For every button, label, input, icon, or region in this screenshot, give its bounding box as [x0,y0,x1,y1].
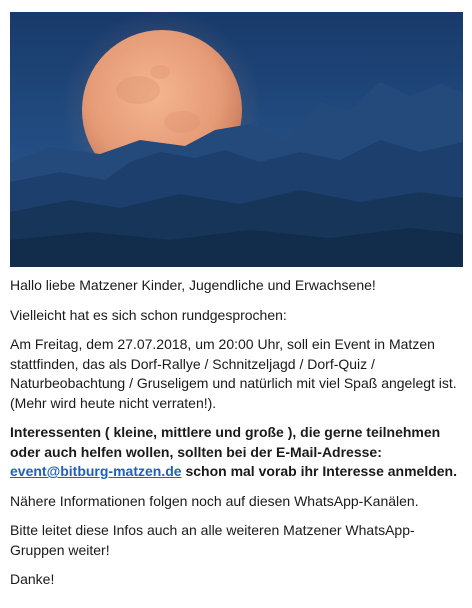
signup-paragraph [10,423,466,482]
moon-photo [10,12,463,267]
moon-mountain-illustration [10,12,463,267]
letter-body [10,276,466,600]
foreground-ridge [10,228,463,267]
signup-suffix: schon mal vorab ihr Interesse anmelden. [181,463,457,479]
thanks-text: Danke! [10,571,55,587]
email-link[interactable]: event@bitburg-matzen.de [10,463,182,479]
event-description: Am Freitag, dem 27.07.2018, um 20:00 Uhr, soll ein Event in Matzen stattfinden, das als Dorf-Rallye / Schnitzeljagd / Dorf-Quiz / Naturbeobachtung / Gruseligem und natürlich mit viel Spaß angelegt ist. (Mehr wird heute nicht verraten!). [10,336,457,411]
greeting-text: Hallo liebe Matzener Kinder, Jugendliche und Erwachsene! [10,277,376,293]
signup-prefix: Interessenten ( kleine, mittlere und große ), die gerne teilnehmen oder auch helfen wollen, sollten bei der E-Mail-Adresse: [10,424,441,460]
intro-text: Vielleicht hat es sich schon rundgesprochen: [10,306,287,323]
forward-request-text: Bitte leitet diese Infos auch an alle weiteren Matzener WhatsApp-Gruppen weiter! [10,522,415,558]
whatsapp-info-text: Nähere Informationen folgen noch auf diesen WhatsApp-Kanälen. [10,492,419,509]
